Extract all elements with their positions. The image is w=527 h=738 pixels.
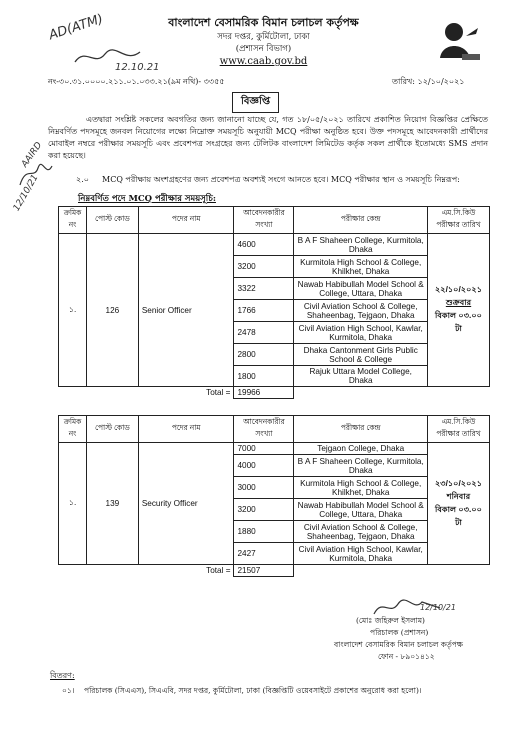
handwritten-note-top: AD(ATM) (47, 11, 106, 44)
applicant-count: 4600 (234, 234, 294, 256)
total-value: 21507 (234, 565, 294, 577)
header-exam-date: এম.সি.কিউ পরীক্ষার তারিখ (428, 207, 490, 234)
mujib-logo-icon (432, 18, 482, 66)
exam-time: বিকাল ০৩.০০ টা (435, 504, 482, 527)
header-exam-date: এম.সি.কিউ পরীক্ষার তারিখ (428, 416, 490, 443)
exam-center: Tejgaon College, Dhaka (294, 443, 428, 455)
applicant-count: 1880 (234, 521, 294, 543)
post-name-cell: Security Officer (138, 443, 234, 565)
post-name-cell: Senior Officer (138, 234, 234, 387)
handwritten-date-side: 12/10/21 (11, 172, 41, 214)
memo-number: নং-৩০.৩১.০০০০.২১১.০১.০৩৩.২১(৯ম নথি)- ৩৩৫৫ (48, 77, 225, 86)
org-division: (প্রশাসন বিভাগ) (235, 44, 292, 54)
exam-date: ২২/১০/২০২১ (434, 285, 483, 294)
header-applicants: আবেদনকারীর সংখ্যা (234, 416, 294, 443)
table-header-row (59, 207, 490, 234)
exam-center: Civil Aviation High School, Kawlar, Kurmitola, Dhaka (294, 543, 428, 565)
org-address: সদর দপ্তর, কুর্মিটোলা, ঢাকা (217, 32, 310, 42)
header-serial: ক্রমিক নং (59, 207, 87, 234)
exam-center: Civil Aviation School & College, Shaheenbag, Tejgaon, Dhaka (294, 300, 428, 322)
applicant-count: 3200 (234, 499, 294, 521)
exam-day: শনিবার (446, 491, 471, 501)
applicant-count: 7000 (234, 443, 294, 455)
schedule-heading: নিম্নবর্ণিত পদে MCQ পরীক্ষার সময়সূচি: (78, 194, 216, 204)
exam-center: Rajuk Uttara Model College, Dhaka (294, 366, 428, 387)
total-row (59, 565, 490, 577)
notice-paragraph-2: MCQ পরীক্ষায় অংশগ্রহণের জন্য প্রবেশপত্র অবশ্যই সংগে আনতে হবে। MCQ পরীক্ষার স্থান ও সময়সূচি নিম্নরূপ: (102, 175, 460, 184)
schedule-table-senior-officer (58, 206, 490, 399)
post-code-cell: 139 (86, 443, 138, 565)
header-exam-center: পরীক্ষার কেন্দ্র (294, 207, 428, 234)
website: www.caab.gov.bd (219, 56, 308, 67)
signature-date: 12/10/21 (420, 603, 456, 612)
distribution-item: পরিচালক (সিএএস), সিএএবি, সদর দপ্তর, কুর্মিটোলা, ঢাকা (বিজ্ঞপ্তিটি ওয়েবসাইটে প্রকাশের অনুরোধ করা হলো)। (84, 686, 422, 695)
signatory-phone: ফোন - ৮৯০১৪১২ (378, 652, 435, 661)
org-name: বাংলাদেশ বেসামরিক বিমান চলাচল কর্তৃপক্ষ (168, 16, 359, 29)
table-row (59, 234, 490, 256)
exam-time: বিকাল ০৩.০০ টা (435, 311, 482, 333)
total-row (59, 387, 490, 399)
applicant-count: 1766 (234, 300, 294, 322)
applicant-count: 2427 (234, 543, 294, 565)
exam-center: B A F Shaheen College, Kurmitola, Dhaka (294, 234, 428, 256)
exam-center: Kurmitola High School & College, Khilkhet, Dhaka (294, 256, 428, 278)
notice-title: বিজ্ঞপ্তি (232, 92, 279, 113)
distribution-heading: বিতরণ: (50, 671, 75, 680)
applicant-count: 3000 (234, 477, 294, 499)
applicant-count: 3322 (234, 278, 294, 300)
exam-center: Civil Aviation High School, Kawlar, Kurmitola, Dhaka (294, 322, 428, 344)
applicant-count: 2478 (234, 322, 294, 344)
signatory-name: (মোঃ জহিরুল ইসলাম) (356, 616, 425, 625)
header-post-name: পদের নাম (138, 207, 234, 234)
header-post-code: পোস্ট কোড (86, 416, 138, 443)
exam-center: Dhaka Cantonment Girls Public School & College (294, 344, 428, 366)
serial-cell: ১. (59, 234, 87, 387)
distribution-item-number: ০১। (62, 686, 75, 695)
exam-center: B A F Shaheen College, Kurmitola, Dhaka (294, 455, 428, 477)
exam-center: Civil Aviation School & College, Shaheenbag, Tejgaon, Dhaka (294, 521, 428, 543)
applicant-count: 2800 (234, 344, 294, 366)
exam-date-cell (428, 443, 490, 565)
exam-date-cell (428, 234, 490, 387)
header-post-name: পদের নাম (138, 416, 234, 443)
exam-day: শুক্রবার (445, 298, 472, 307)
applicant-count: 4000 (234, 455, 294, 477)
header-post-code: পোস্ট কোড (86, 207, 138, 234)
notice-paragraph-1: এতদ্বারা সংশ্লিষ্ট সকলের অবগতির জন্য জানানো যাচ্ছে যে, গত ১৮/০৫/২০২১ তারিখে প্রকাশিত নিয়োগ বিজ্ঞপ্তির প্রেক্ষিতে নিম্নবর্ণিত পদসমূহে জনবল নিয়োগের লক্ষ্যে নিম্নোক্ত সময়সূচি অনুযায়ী MCQ পরীক্ষা অনুষ্ঠিত হবে। উক্ত পদসমূহে আবেদনকারী প্রার্থীদের মোবাইল নম্বরে পরীক্ষার সময়সূচি এবং প্রবেশপত্র সংগ্রহের জন্য টেলিটক বাংলাদেশ লিমিটেড কর্তৃক সকল প্রার্থীকে ইতোমধ্যে SMS প্রদান করা হয়েছে। (48, 115, 488, 160)
signatory-title: পরিচালক (প্রশাসন) (370, 628, 429, 637)
handwritten-note-side: AAIRD (19, 140, 45, 170)
applicant-count: 3200 (234, 256, 294, 278)
total-label: Total = (59, 387, 234, 399)
exam-center: Nawab Habibullah Model School & College, Uttara, Dhaka (294, 278, 428, 300)
exam-center: Nawab Habibullah Model School & College, Uttara, Dhaka (294, 499, 428, 521)
header-applicants: আবেদনকারীর সংখ্যা (234, 207, 294, 234)
exam-center: Kurmitola High School & College, Khilkhet, Dhaka (294, 477, 428, 499)
header-serial: ক্রমিক নং (59, 416, 87, 443)
handwritten-date-top: 12.10.21 (115, 62, 160, 73)
schedule-table-security-officer (58, 415, 490, 577)
applicant-count: 1800 (234, 366, 294, 387)
header-exam-center: পরীক্ষার কেন্দ্র (294, 416, 428, 443)
paragraph-2-number: ২.০ (76, 175, 89, 184)
signatory-org: বাংলাদেশ বেসামরিক বিমান চলাচল কর্তৃপক্ষ (334, 640, 463, 649)
total-label: Total = (59, 565, 234, 577)
table-row (59, 443, 490, 455)
serial-cell: ১. (59, 443, 87, 565)
post-code-cell: 126 (86, 234, 138, 387)
total-value: 19966 (234, 387, 294, 399)
exam-date: ২৩/১০/২০২১ (434, 478, 483, 488)
memo-date: তারিখ: ১২/১০/২০২১ (392, 77, 465, 86)
table-header-row (59, 416, 490, 443)
